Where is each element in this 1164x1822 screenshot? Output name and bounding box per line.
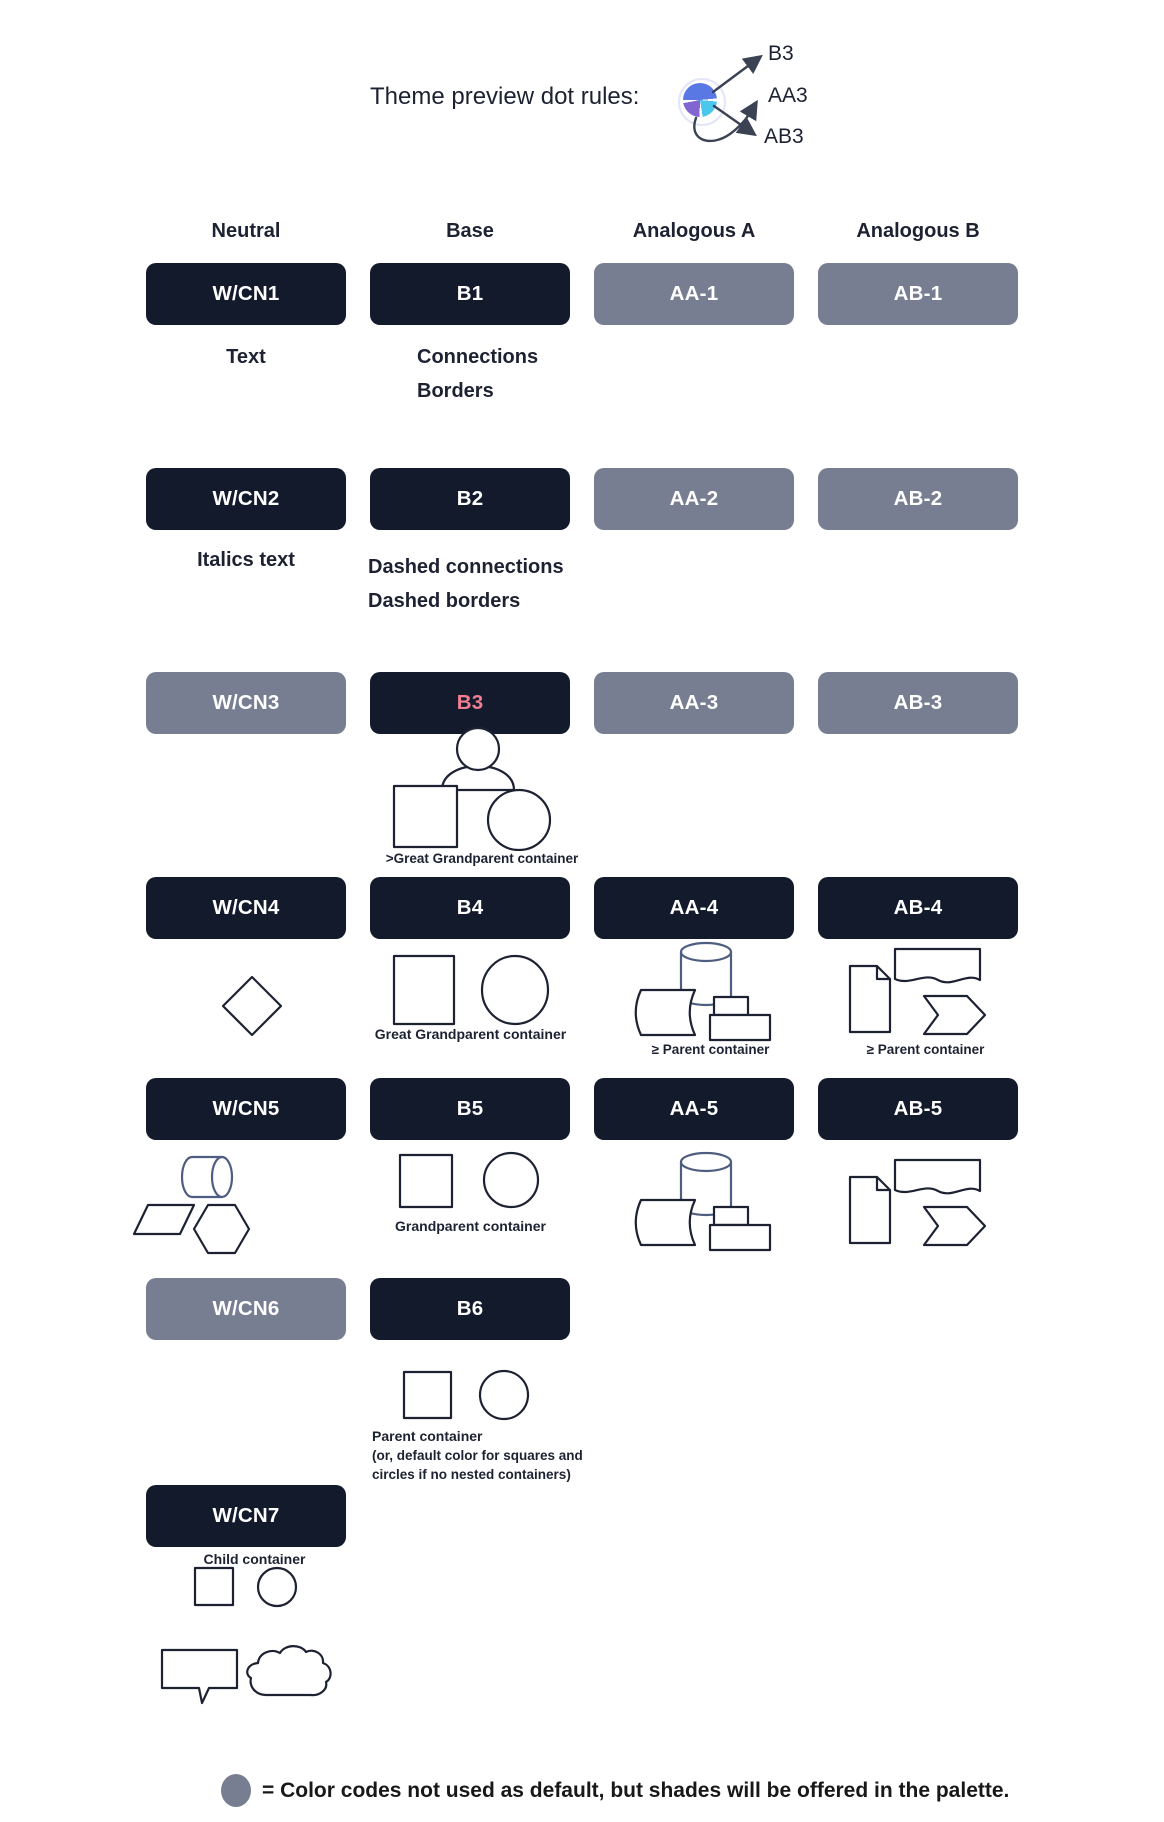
swatch-wcn3: W/CN3 bbox=[146, 672, 346, 734]
ab5-shape-cluster bbox=[845, 1146, 995, 1251]
swatch-b5: B5 bbox=[370, 1078, 570, 1140]
banner-shape bbox=[895, 949, 980, 982]
ab4-caption: ≥ Parent container bbox=[866, 1042, 985, 1057]
circle-shape bbox=[484, 1153, 538, 1207]
preview-dot-arrows bbox=[650, 28, 850, 168]
circle-shape bbox=[488, 790, 550, 850]
curved-card-shape bbox=[636, 1200, 695, 1245]
annotation-connections: Connections bbox=[417, 346, 539, 368]
b5-caption: Grandparent container bbox=[395, 1218, 546, 1234]
diamond-shape bbox=[223, 977, 281, 1035]
tag-shape bbox=[714, 1207, 748, 1225]
aa5-shape-cluster bbox=[633, 1146, 783, 1256]
swatch-wcn4: W/CN4 bbox=[146, 877, 346, 939]
chevron-shape bbox=[924, 996, 985, 1034]
wcn7-caption: Child container bbox=[203, 1551, 306, 1567]
square-shape bbox=[394, 786, 457, 847]
document-shape bbox=[850, 1177, 890, 1243]
swatch-b6: B6 bbox=[370, 1278, 570, 1340]
swatch-aa2: AA-2 bbox=[594, 468, 794, 530]
cloud-shape bbox=[247, 1646, 330, 1695]
curved-card-shape bbox=[636, 990, 695, 1035]
swatch-ab4: AB-4 bbox=[818, 877, 1018, 939]
person-head-shape bbox=[457, 728, 499, 770]
b6-caption-line3: circles if no nested containers) bbox=[372, 1467, 571, 1482]
arrow-to-b3 bbox=[713, 57, 760, 92]
legend-gray-dot-icon bbox=[221, 1774, 251, 1807]
annotation-borders: Borders bbox=[417, 380, 494, 402]
swatch-wcn2: W/CN2 bbox=[146, 468, 346, 530]
cylinder-top-shape bbox=[681, 1153, 731, 1171]
tagged-rect-shape bbox=[710, 1015, 770, 1040]
annotation-dashed-borders: Dashed borders bbox=[368, 590, 521, 612]
aa4-shape-cluster bbox=[633, 936, 783, 1046]
page-title: Theme preview dot rules: bbox=[370, 83, 640, 110]
swatch-b2: B2 bbox=[370, 468, 570, 530]
circle-shape bbox=[482, 956, 548, 1024]
ab4-shape-cluster bbox=[845, 935, 995, 1040]
arrow-to-aa3 bbox=[694, 103, 756, 141]
aa4-caption: ≥ Parent container bbox=[651, 1042, 770, 1057]
square-shape bbox=[400, 1155, 452, 1207]
swatch-aa1: AA-1 bbox=[594, 263, 794, 325]
circle-shape bbox=[480, 1371, 528, 1419]
wcn4-diamond bbox=[220, 974, 284, 1038]
speech-bubble-shape bbox=[162, 1650, 237, 1703]
wcn7-shape-pair bbox=[190, 1563, 310, 1613]
square-shape bbox=[404, 1372, 451, 1418]
b3-caption: >Great Grandparent container bbox=[385, 851, 579, 866]
swatch-aa5: AA-5 bbox=[594, 1078, 794, 1140]
swatch-aa4: AA-4 bbox=[594, 877, 794, 939]
chevron-shape bbox=[924, 1207, 985, 1245]
swatch-b1: B1 bbox=[370, 263, 570, 325]
swatch-ab3: AB-3 bbox=[818, 672, 1018, 734]
square-shape bbox=[195, 1568, 233, 1605]
document-shape bbox=[850, 966, 890, 1032]
swatch-ab1: AB-1 bbox=[818, 263, 1018, 325]
b6-caption-line2: (or, default color for squares and bbox=[372, 1448, 583, 1463]
annotation-dashed-connections: Dashed connections bbox=[368, 556, 564, 578]
swatch-wcn5: W/CN5 bbox=[146, 1078, 346, 1140]
column-header-analogous-a: Analogous A bbox=[632, 220, 756, 242]
swatch-b3: B3 bbox=[370, 672, 570, 734]
b6-caption-line1: Parent container bbox=[372, 1428, 483, 1444]
swatch-aa3: AA-3 bbox=[594, 672, 794, 734]
wcn7-extra-shapes bbox=[155, 1638, 340, 1710]
b5-shape-cluster bbox=[395, 1150, 555, 1212]
tagged-rect-shape bbox=[710, 1225, 770, 1250]
swatch-ab5: AB-5 bbox=[818, 1078, 1018, 1140]
swatch-wcn1: W/CN1 bbox=[146, 263, 346, 325]
swatch-wcn6: W/CN6 bbox=[146, 1278, 346, 1340]
parallelogram-shape bbox=[134, 1205, 194, 1234]
dot-rule-label-aa3: AA3 bbox=[768, 84, 808, 107]
cylinder-top-shape bbox=[681, 943, 731, 961]
b3-shape-cluster bbox=[378, 726, 588, 851]
swatch-b4: B4 bbox=[370, 877, 570, 939]
tag-shape bbox=[714, 997, 748, 1015]
column-header-base: Base bbox=[446, 220, 494, 242]
square-shape bbox=[394, 956, 454, 1024]
column-header-analogous-b: Analogous B bbox=[856, 220, 980, 242]
annotation-text: Text bbox=[226, 346, 266, 368]
swatch-wcn7: W/CN7 bbox=[146, 1485, 346, 1547]
b4-shape-cluster bbox=[390, 950, 550, 1030]
swatch-ab2: AB-2 bbox=[818, 468, 1018, 530]
hexagon-shape bbox=[194, 1205, 249, 1253]
dot-rule-label-b3: B3 bbox=[768, 42, 794, 65]
wcn5-shape-cluster bbox=[128, 1148, 293, 1260]
b6-shape-cluster bbox=[398, 1366, 538, 1422]
dot-rule-label-ab3: AB3 bbox=[764, 125, 804, 148]
legend-text: = Color codes not used as default, but shades will be offered in the palette. bbox=[262, 1779, 1010, 1802]
annotation-italics-text: Italics text bbox=[197, 549, 295, 571]
column-header-neutral: Neutral bbox=[211, 220, 281, 242]
horizontal-cylinder-cap-shape bbox=[212, 1157, 232, 1197]
circle-shape bbox=[258, 1568, 296, 1606]
banner-shape bbox=[895, 1160, 980, 1193]
b4-caption: Great Grandparent container bbox=[374, 1026, 567, 1042]
